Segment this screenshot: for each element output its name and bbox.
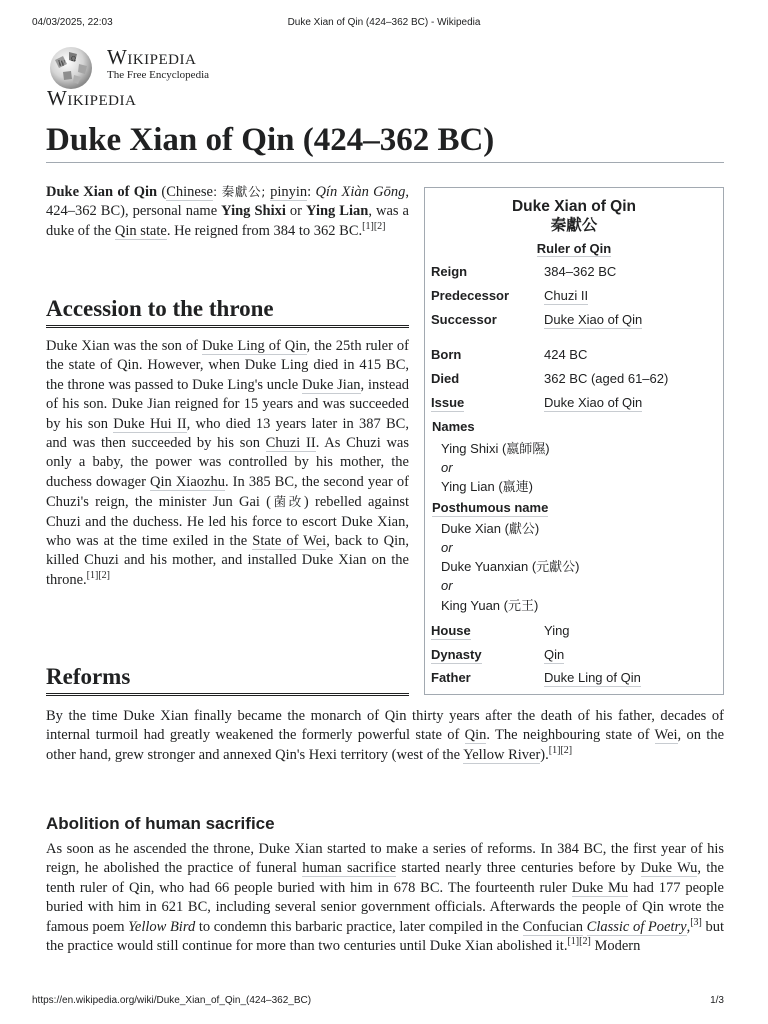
svg-text:W: W bbox=[58, 60, 66, 68]
infobox-row-dynasty bbox=[431, 647, 717, 665]
link-qin-state[interactable]: Qin state bbox=[114, 222, 167, 239]
accession-text: . As Chuzi was only a baby, the power was controlled by his mother, the duchess dowager bbox=[46, 435, 410, 490]
lead-text: or bbox=[285, 203, 307, 220]
successor-label: Successor bbox=[431, 312, 497, 327]
lead-chinese-text: : 秦獻公; bbox=[212, 184, 271, 199]
infobox-subtitle bbox=[425, 241, 723, 257]
link-qin[interactable]: Qin bbox=[464, 727, 487, 744]
link-duke-wu[interactable]: Duke Wu bbox=[640, 860, 698, 877]
or-text: or bbox=[441, 460, 453, 475]
accession-text: . In 385 BC, the second year of Chuzi's reign, the minister Jun Gai ( bbox=[46, 473, 409, 511]
citation-3[interactable]: [3] bbox=[690, 916, 702, 928]
link-duke-mu[interactable]: Duke Mu bbox=[571, 879, 629, 896]
abolition-text: Modern bbox=[590, 938, 641, 955]
link-ruler-of-qin[interactable]: Ruler of Qin bbox=[536, 241, 612, 256]
link-successor[interactable]: Duke Xiao of Qin bbox=[544, 312, 643, 327]
link-human-sacrifice[interactable]: human sacrifice bbox=[302, 860, 397, 877]
abolition-text: but the practice would still continue for more than two centuries until Duke Xian abolished it. bbox=[46, 918, 725, 955]
abolition-text: , the tenth ruler of Qin, who had 66 people buried with him in 678 BC. The fourteenth ruler bbox=[46, 860, 724, 896]
abolition-text: started nearly three centuries before by bbox=[396, 860, 641, 877]
name-a: Ying Shixi (嬴師隰) bbox=[441, 441, 550, 456]
lead-text: , 424–362 BC), personal name bbox=[46, 184, 409, 220]
lead-name-1: Ying Shixi bbox=[221, 203, 286, 220]
classic-of-poetry-title: Classic of Poetry bbox=[586, 918, 687, 935]
or-text: or bbox=[441, 540, 453, 555]
link-duke-hui-ii[interactable]: Duke Hui II bbox=[113, 415, 187, 432]
link-classic-of-poetry[interactable] bbox=[587, 919, 687, 936]
link-dynasty[interactable]: Qin bbox=[544, 647, 565, 662]
wikipedia-wordmark: Wikipedia bbox=[107, 45, 197, 69]
father-label: Father bbox=[431, 670, 471, 685]
print-datetime: 04/03/2025, 22:03 bbox=[32, 17, 113, 28]
accession-paragraph bbox=[46, 337, 409, 590]
reforms-text: By the time Duke Xian finally became the monarch of Qin thirty years after the death of his father, decades of internal turmoil had greatly weakened the formerly powerful state of bbox=[46, 708, 724, 744]
citation-1[interactable]: [1] bbox=[567, 936, 580, 948]
infobox-row-house bbox=[431, 623, 717, 641]
link-father[interactable]: Duke Ling of Qin bbox=[544, 670, 641, 685]
print-doc-title: Duke Xian of Qin (424–362 BC) - Wikipedia bbox=[287, 17, 481, 28]
lead-pinyin-text: Qín Xiàn Gōng bbox=[315, 184, 406, 200]
link-dynasty-label[interactable]: Dynasty bbox=[431, 647, 482, 662]
abolition-text: , bbox=[686, 918, 691, 935]
accession-text: , instead of his son. Duke Jian reigned for 15 years and was succeeded by his son bbox=[46, 376, 410, 432]
heading-abolition: Abolition of human sacrifice bbox=[46, 814, 275, 833]
abolition-paragraph bbox=[46, 840, 724, 956]
link-duke-jian[interactable]: Duke Jian bbox=[301, 376, 361, 393]
citation-1[interactable]: [1] bbox=[86, 570, 99, 582]
infobox-row-reign bbox=[431, 264, 717, 282]
link-yellow-river[interactable]: Yellow River bbox=[463, 746, 541, 763]
yellow-bird-title: Yellow Bird bbox=[128, 918, 196, 935]
print-url: https://en.wikipedia.org/wiki/Duke_Xian_of_Qin_(424–362_BC) bbox=[32, 995, 312, 1006]
accession-text: ) rebelled against Chuzi and the duchess. He led his force to escort Duke Xian, who was at the time exiled in the bbox=[46, 494, 410, 550]
citation-2[interactable]: [2] bbox=[560, 744, 573, 756]
died-label: Died bbox=[431, 371, 460, 386]
accession-text: , the 25th ruler of the state of Qin. However, when Duke Ling died in 415 BC, the throne was passed to Duke Ling's uncle bbox=[46, 338, 409, 393]
infobox-row-born bbox=[431, 347, 717, 365]
link-predecessor[interactable]: Chuzi II bbox=[544, 288, 589, 303]
heading-accession: Accession to the throne bbox=[46, 295, 409, 328]
link-posthumous-name[interactable]: Posthumous name bbox=[432, 500, 549, 515]
or-text: or bbox=[441, 578, 453, 593]
infobox-row-predecessor bbox=[431, 288, 717, 306]
lead-name: Duke Xian of Qin bbox=[46, 184, 158, 200]
predecessor-label: Predecessor bbox=[431, 288, 510, 303]
print-footer bbox=[32, 995, 724, 1009]
accession-text: Duke Xian was the son of bbox=[46, 338, 202, 354]
reforms-text: ). bbox=[540, 746, 549, 763]
wikipedia-globe-icon bbox=[45, 44, 97, 90]
wikipedia-wordmark-secondary: Wikipedia bbox=[47, 86, 137, 110]
infobox-row-successor bbox=[431, 312, 717, 330]
heading-reforms: Reforms bbox=[46, 663, 409, 696]
infobox-row-issue bbox=[431, 395, 717, 413]
abolition-text: As soon as he ascended the throne, Duke Xian started to make a series of reforms. In 384 BC, the first year of his reign, he abolished the practice of funeral bbox=[46, 841, 724, 877]
link-chuzi-ii[interactable]: Chuzi II bbox=[265, 435, 316, 452]
accession-text: , who died 13 years later in 387 BC, and was then succeeded by his son bbox=[46, 415, 409, 452]
link-house-label[interactable]: House bbox=[431, 623, 471, 638]
lead-name-2: Ying Lian bbox=[306, 203, 369, 220]
died-value: 362 BC (aged 61–62) bbox=[544, 371, 669, 386]
posthumous-a: Duke Xian (獻公) bbox=[441, 521, 540, 536]
born-value: 424 BC bbox=[544, 347, 588, 362]
born-label: Born bbox=[431, 347, 462, 362]
wikipedia-logo[interactable] bbox=[45, 42, 245, 112]
lead-text: . He reigned from 384 to 362 BC. bbox=[166, 222, 363, 239]
lead-text: , was a duke of the bbox=[46, 203, 409, 239]
link-chinese[interactable]: Chinese bbox=[166, 184, 213, 200]
jun-gai-cjk: 菌改 bbox=[271, 494, 304, 510]
citation-2[interactable]: [2] bbox=[98, 570, 111, 582]
accession-text: , back to Qin, killed Chuzi and his mother, and installed Duke Xian on the throne. bbox=[46, 533, 409, 588]
reign-value: 384–362 BC bbox=[544, 264, 617, 279]
reforms-text: , on the other hand, grew stronger and annexed Qin's Hexi territory (west of the bbox=[46, 727, 724, 763]
posthumous-b: Duke Yuanxian (元獻公) bbox=[441, 559, 580, 574]
link-wei[interactable]: Wei bbox=[654, 727, 678, 744]
link-issue-label[interactable]: Issue bbox=[431, 395, 465, 410]
lead-paragraph bbox=[46, 182, 409, 241]
link-issue[interactable]: Duke Xiao of Qin bbox=[544, 395, 643, 410]
link-confucian[interactable]: Confucian bbox=[522, 918, 584, 935]
link-state-of-wei[interactable]: State of Wei bbox=[252, 533, 327, 550]
infobox-title-cjk: 秦獻公 bbox=[550, 216, 598, 234]
reign-label: Reign bbox=[431, 264, 468, 279]
lead-text: : bbox=[307, 184, 316, 200]
link-qin-xiaozhu[interactable]: Qin Xiaozhu bbox=[150, 473, 225, 490]
posthumous-c: King Yuan (元王) bbox=[441, 598, 539, 613]
name-b: Ying Lian (嬴連) bbox=[441, 479, 533, 494]
page-title: Duke Xian of Qin (424–362 BC) bbox=[46, 120, 724, 163]
citation-2[interactable]: [2] bbox=[373, 220, 386, 232]
house-value: Ying bbox=[544, 623, 570, 638]
reforms-paragraph bbox=[46, 707, 724, 765]
infobox bbox=[424, 187, 724, 695]
wikipedia-tagline: The Free Encyclopedia bbox=[107, 69, 210, 81]
abolition-text: to condemn this barbaric practice, later compiled in the bbox=[195, 918, 523, 935]
reforms-text: . The neighbouring state of bbox=[486, 727, 655, 744]
link-duke-ling[interactable]: Duke Ling of Qin bbox=[201, 338, 307, 354]
lead-text: ( bbox=[157, 184, 167, 200]
citation-2[interactable]: [2] bbox=[579, 936, 591, 948]
infobox-title: Duke Xian of Qin bbox=[511, 198, 636, 215]
print-header bbox=[32, 17, 736, 31]
citation-1[interactable]: [1] bbox=[362, 220, 374, 232]
names-header: Names bbox=[432, 419, 475, 434]
svg-text:Ω: Ω bbox=[71, 56, 76, 63]
abolition-text: had 177 people buried with him in 621 BC, including several senior government officials. Afterwards the people of Qin wrote the famous poem bbox=[46, 879, 724, 935]
citation-1[interactable]: [1] bbox=[548, 744, 561, 756]
infobox-row-father bbox=[431, 670, 717, 688]
link-pinyin[interactable]: pinyin bbox=[270, 184, 308, 200]
print-page-number: 1/3 bbox=[710, 995, 724, 1006]
infobox-row-died bbox=[431, 371, 717, 389]
